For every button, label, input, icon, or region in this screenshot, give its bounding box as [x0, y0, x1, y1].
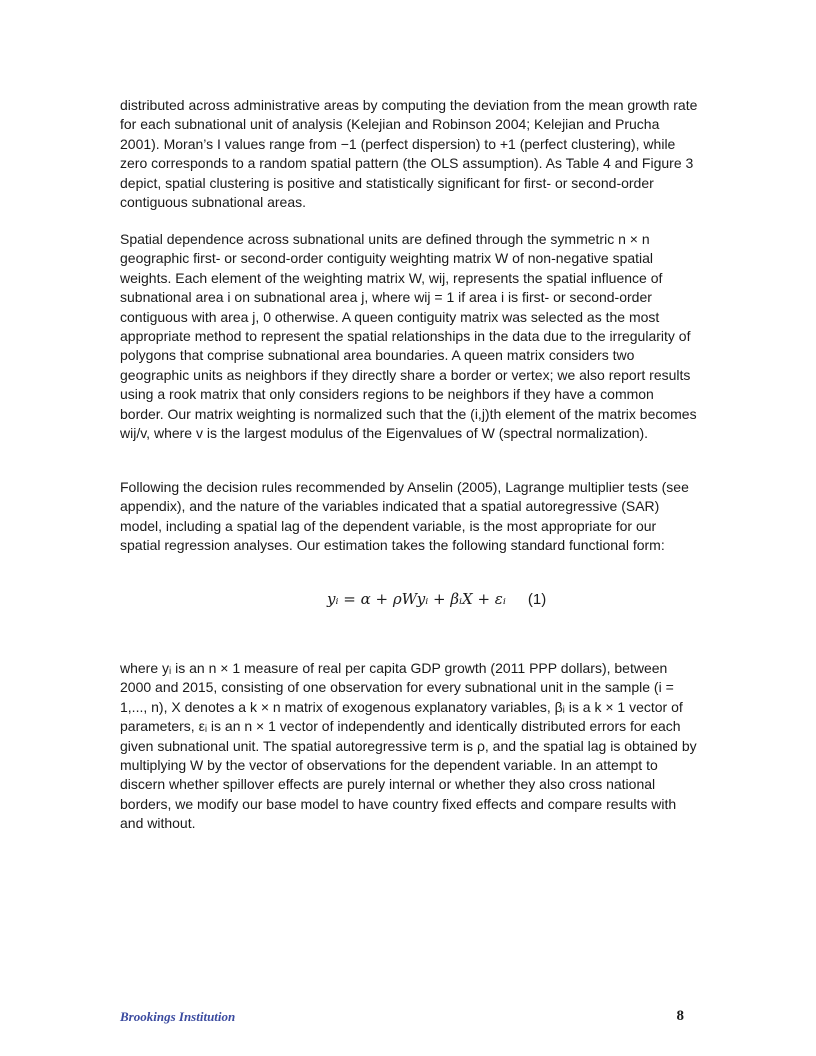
- body-paragraph-4: [120, 659, 698, 834]
- paragraph-text: Spatial dependence across subnational units are defined through the symmetric n × n geographic first- or second-order contiguity weighting matrix W of non-negative spatial weights. Each element of the weighting matrix W, wij, represents the spatial influence of subnational area i on subnational area j, where wij = 1 if area i is first- or second-order contiguous with area j, 0 otherwise. A queen contiguity matrix was selected as the most appropriate method to represent the spatial relationships in the data due to the irregularity of polygons that comprise subnational area boundaries. A queen matrix considers two geographic units as neighbors if they directly share a border or vertex; we also report results using a rook matrix that only considers regions to be neighbors if they have a common border. Our matrix weighting is normalized such that the (i,j)th element of the matrix becomes wij/v, where v is the largest modulus of the Eigenvalues of W (spectral normalization).: [120, 231, 697, 442]
- paragraph-text: where yᵢ is an n × 1 measure of real per capita GDP growth (2011 PPP dollars), between 2000 and 2015, consisting of one observation for every subnational unit in the sample (i = 1,..., n), X denotes a k × n matrix of exogenous explanatory variables, βᵢ is a k × 1 vector of parameters, εᵢ is an n × 1 vector of independently and identically distributed errors for each given subnational unit. The spatial autoregressive term is ρ, and the spatial lag is obtained by multiplying W by the vector of observations for the dependent variable. In an attempt to discern whether spillover effects are purely internal or whether they also cross national borders, we modify our base model to have country fixed effects and compare results with and without.: [120, 660, 697, 832]
- equation-1: [327, 590, 546, 608]
- footer-publisher: Brookings Institution: [120, 1009, 236, 1024]
- equation-expression: yᵢ = α + ρWyᵢ + βᵢX + εᵢ: [327, 590, 506, 608]
- body-paragraph-1: [120, 96, 698, 212]
- body-paragraph-3: [120, 478, 698, 556]
- footer-page-number: 8: [676, 1008, 684, 1024]
- paragraph-text: distributed across administrative areas by computing the deviation from the mean growth rate for each subnational unit of analysis (Kelejian and Robinson 2004; Kelejian and Prucha 2001). Moran’s I values range from −1 (perfect dispersion) to +1 (perfect clustering), while zero corresponds to a random spatial pattern (the OLS assumption). As Table 4 and Figure 3 depict, spatial clustering is positive and statistically significant for first- or second-order contiguous subnational areas.: [120, 97, 698, 211]
- paragraph-text: Following the decision rules recommended by Anselin (2005), Lagrange multiplier tests (see appendix), and the nature of the variables indicated that a spatial autoregressive (SAR) model, including a spatial lag of the dependent variable, is the most appropriate for our spatial regression analyses. Our estimation takes the following standard functional form:: [120, 479, 689, 554]
- equation-number: (1): [527, 591, 547, 608]
- body-paragraph-2: [120, 230, 698, 443]
